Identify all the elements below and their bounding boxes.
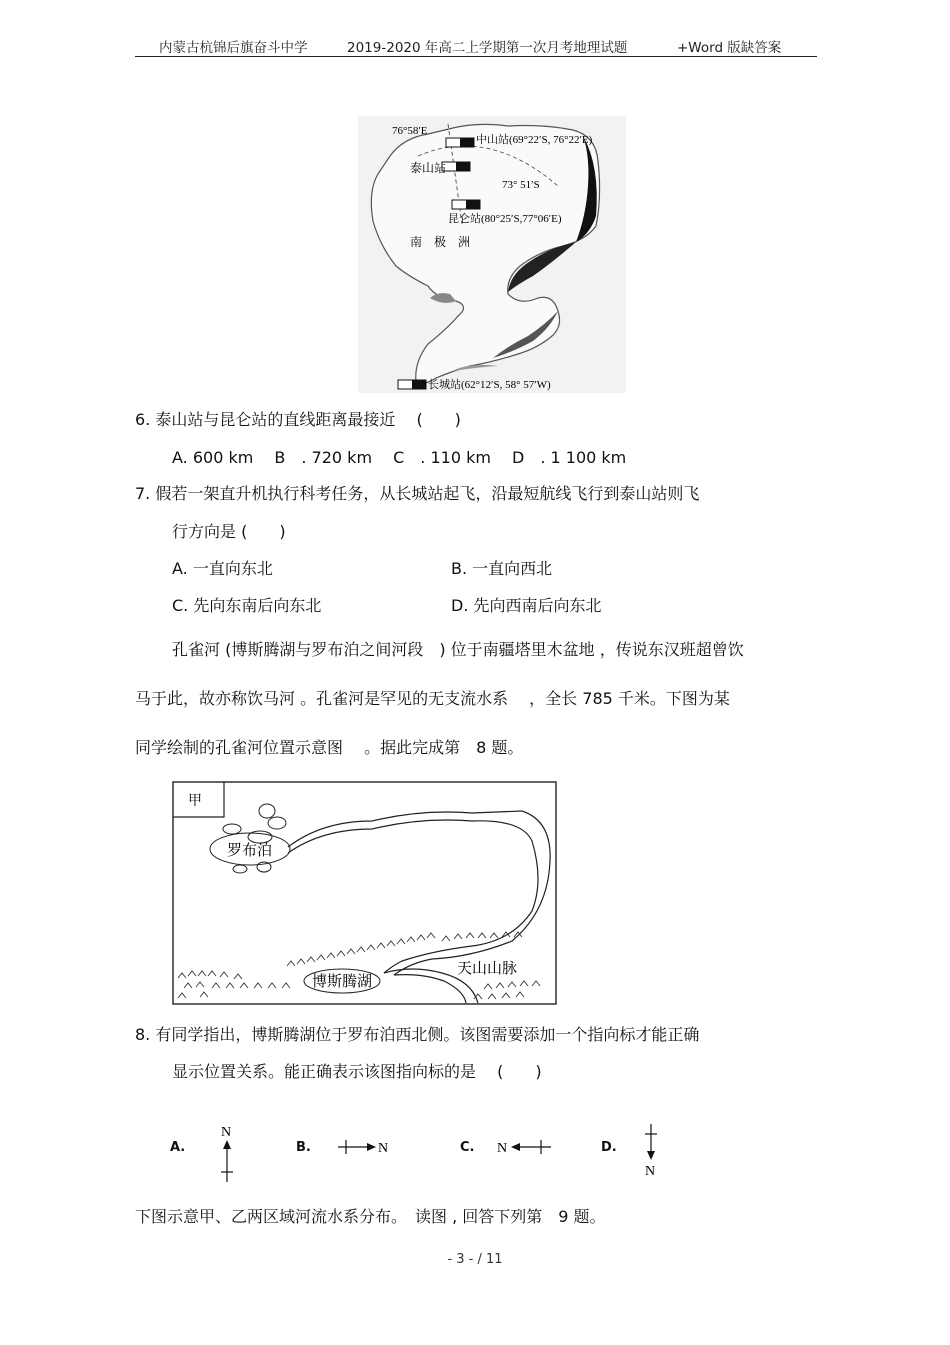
question-6-stem: 6. 泰山站与昆仑站的直线距离最接近 ( ) xyxy=(135,410,461,429)
passage-line-3: 同学绘制的孔雀河位置示意图 。据此完成第 8 题。 xyxy=(135,738,524,757)
question-7-stem-line1: 7. 假若一架直升机执行科考任务，从长城站起飞，沿最短航线飞行到泰山站则飞 xyxy=(135,484,700,503)
compass-option-b xyxy=(336,1136,396,1158)
question-8-option-c-label: C. xyxy=(460,1140,475,1155)
question-7-option-b: B. 一直向西北 xyxy=(451,559,553,578)
continent-label: 南 极 洲 xyxy=(410,235,471,249)
question-8-stem-line2: 显示位置关系。能正确表示该图指向标的是 ( ) xyxy=(172,1062,542,1081)
question-8-option-d-label: D. xyxy=(601,1140,617,1155)
passage-line-2: 马于此，故亦称饮马河 。孔雀河是罕见的无支流水系 ，全长 785 千米。下图为某 xyxy=(135,689,730,708)
compass-option-c xyxy=(495,1136,555,1158)
taishan-label: 泰山站 xyxy=(410,161,447,175)
compass-option-a xyxy=(214,1122,240,1184)
compass-b-north-label: N xyxy=(378,1141,389,1156)
page-number: - 3 - / 11 xyxy=(447,1252,503,1267)
zhongshan-label: 中山站(69°22′S, 76°22′E) xyxy=(476,134,593,146)
header-exam: 2019-2020 年高二上学期第一次月考地理试题 xyxy=(347,40,628,56)
question-8-option-b-label: B. xyxy=(296,1140,311,1155)
antarctica-map xyxy=(358,116,626,393)
lop-nur-label: 罗布泊 xyxy=(227,843,273,859)
changcheng-label: 长城站(62°12′S, 58° 57′W) xyxy=(428,379,551,391)
compass-d-north-label: N xyxy=(645,1164,656,1178)
question-7-option-a: A. 一直向东北 xyxy=(172,559,273,578)
question-7-stem-line2: 行方向是 ( ) xyxy=(172,522,286,541)
compass-c-north-label: N xyxy=(497,1141,508,1156)
question-9-intro: 下图示意甲、乙两区域河流水系分布。 读图 , 回答下列第 9 题。 xyxy=(135,1207,606,1226)
latitude-label: 73° 51′S xyxy=(502,179,540,191)
changcheng-station-marker xyxy=(398,380,426,389)
kunlun-station-marker xyxy=(452,200,480,209)
header-tag: +Word 版缺答案 xyxy=(677,40,782,56)
question-8-option-a-label: A. xyxy=(170,1140,186,1155)
page-header xyxy=(135,34,817,57)
question-8-stem-line1: 8. 有同学指出，博斯腾湖位于罗布泊西北侧。该图需要添加一个指向标才能正确 xyxy=(135,1025,700,1044)
kunlun-label: 昆仑站(80°25′S,77°06′E) xyxy=(448,213,562,225)
question-6-options: A. 600 km B . 720 km C . 110 km D . 1 100 km xyxy=(172,448,627,467)
zhongshan-station-marker xyxy=(446,138,474,147)
longitude-label: 76°58′E xyxy=(392,125,428,137)
compass-a-north-label: N xyxy=(221,1125,232,1140)
question-7-option-d: D. 先向西南后向东北 xyxy=(451,596,602,615)
tianshan-label: 天山山脉 xyxy=(457,961,518,977)
header-school: 内蒙古杭锦后旗奋斗中学 xyxy=(159,40,308,56)
compass-option-d xyxy=(638,1122,664,1178)
passage-line-1: 孔雀河 (博斯腾湖与罗布泊之间河段 ) 位于南疆塔里木盆地 ，传说东汉班超曾饮 xyxy=(172,640,744,659)
bosten-label: 博斯腾湖 xyxy=(312,974,373,990)
kongque-river-map xyxy=(172,781,557,1005)
corner-label: 甲 xyxy=(188,794,202,809)
question-7-option-c: C. 先向东南后向东北 xyxy=(172,596,322,615)
taishan-station-marker xyxy=(442,162,470,171)
